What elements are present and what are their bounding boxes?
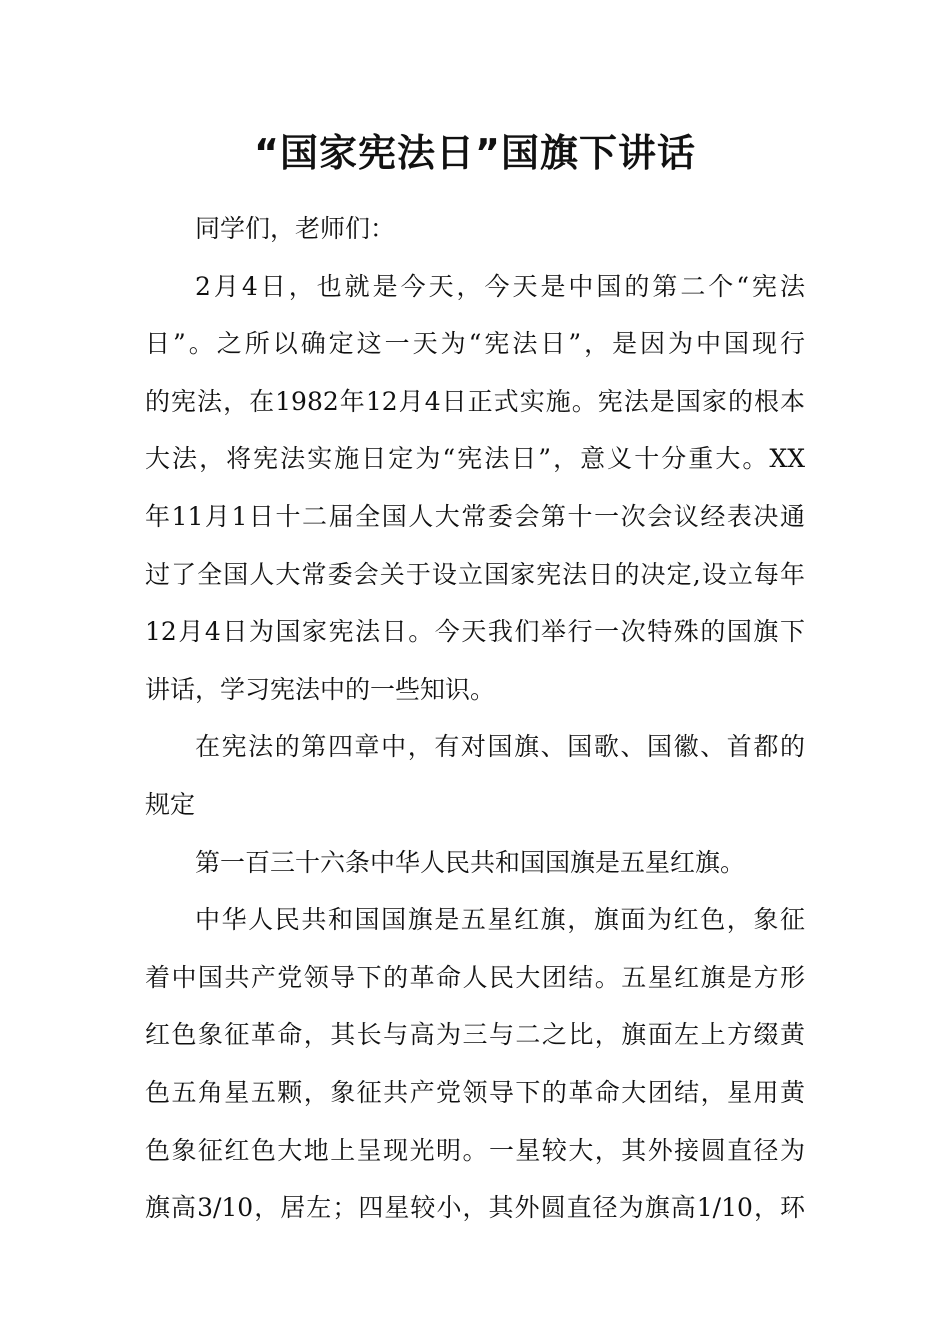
paragraph-chapter-four bbox=[145, 718, 805, 833]
text-line: 的宪法，在1982年12月4日正式实施。宪法是国家的根本 bbox=[145, 386, 805, 416]
text-line: 年11月1日十二届全国人大常委会第十一次会议经表决通 bbox=[145, 501, 805, 531]
text-line: 第一百三十六条中华人民共和国国旗是五星红旗。 bbox=[195, 847, 746, 877]
text-line: 色五角星五颗，象征共产党领导下的革命大团结，星用黄 bbox=[145, 1077, 805, 1107]
document-body bbox=[145, 200, 805, 1237]
text-line: 12月4日为国家宪法日。今天我们举行一次特殊的国旗下 bbox=[145, 617, 805, 647]
text-line: 旗高3/10，居左；四星较小，其外圆直径为旗高1/10，环 bbox=[145, 1193, 805, 1223]
text-line: 红色象征革命，其长与高为三与二之比，旗面左上方缀黄 bbox=[145, 1020, 805, 1050]
text-line: 讲话，学习宪法中的一些知识。 bbox=[145, 674, 496, 704]
text-line: 过了全国人大常委会关于设立国家宪法日的决定,设立每年 bbox=[145, 559, 805, 589]
text-line: 在宪法的第四章中，有对国旗、国歌、国徽、首都的 bbox=[195, 732, 805, 762]
text-line: 日”。之所以确定这一天为“宪法日”，是因为中国现行 bbox=[145, 329, 805, 359]
document-title: “国家宪法日”国旗下讲话 bbox=[254, 131, 696, 175]
paragraph-article-136 bbox=[145, 834, 805, 892]
text-line: 规定 bbox=[145, 789, 196, 819]
text-line: 2月4日，也就是今天，今天是中国的第二个“宪法 bbox=[195, 271, 805, 301]
text-line: 大法，将宪法实施日定为“宪法日”，意义十分重大。XX bbox=[145, 444, 805, 474]
paragraph-greeting bbox=[145, 200, 805, 258]
paragraph-flag-description bbox=[145, 891, 805, 1237]
text-line: 色象征红色大地上呈现光明。一星较大，其外接圆直径为 bbox=[145, 1135, 805, 1165]
text-line: 同学们，老师们： bbox=[195, 214, 396, 243]
text-line: 着中国共产党领导下的革命人民大团结。五星红旗是方形 bbox=[145, 962, 805, 992]
text-line: 中华人民共和国国旗是五星红旗，旗面为红色，象征 bbox=[195, 905, 805, 935]
paragraph-intro bbox=[145, 258, 805, 719]
